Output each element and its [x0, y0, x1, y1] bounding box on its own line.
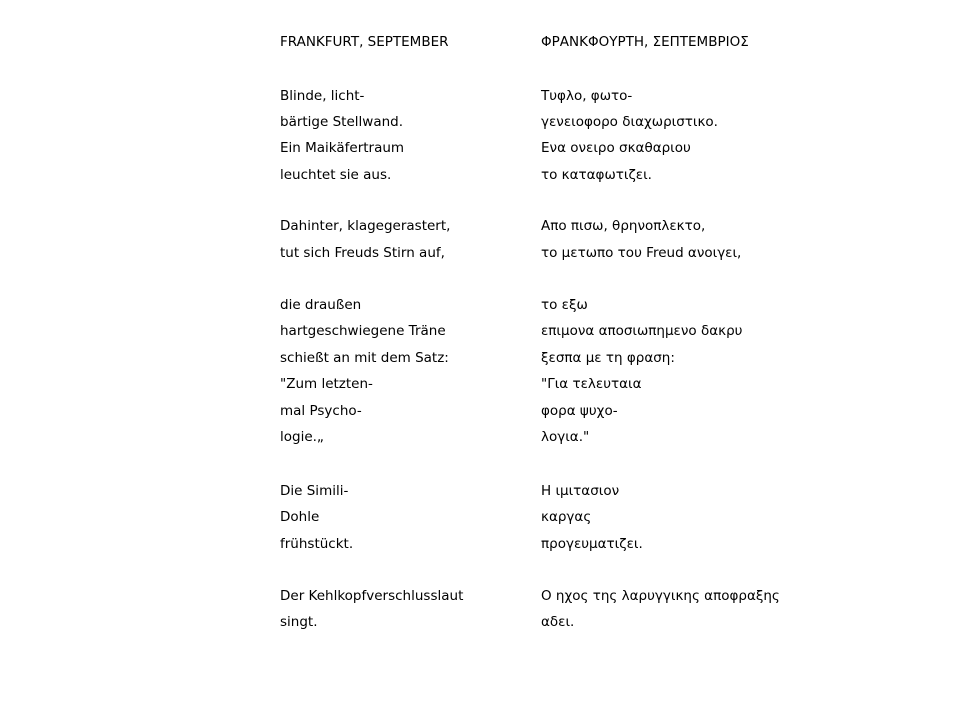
- german-line: schießt an mit dem Satz:: [280, 350, 449, 366]
- german-poem-title: FRANKFURT, SEPTEMBER: [280, 34, 449, 50]
- german-line: mal Psycho-: [280, 403, 362, 419]
- greek-line: Η ιμιτασιον: [541, 483, 620, 499]
- german-line: bärtige Stellwand.: [280, 114, 404, 130]
- greek-line: αδει.: [541, 614, 575, 630]
- greek-line: καργας: [541, 509, 592, 525]
- german-line: hartgeschwiegene Träne: [280, 323, 446, 339]
- greek-line: "Για τελευταια: [541, 376, 642, 392]
- greek-line: το μετωπο του Freud ανοιγει,: [541, 245, 742, 261]
- german-line: Blinde, licht-: [280, 88, 365, 104]
- greek-line: φορα ψυχο-: [541, 403, 618, 419]
- german-line: "Zum letzten-: [280, 376, 373, 392]
- german-line: Der Kehlkopfverschlusslaut: [280, 588, 464, 604]
- greek-line: επιμονα αποσιωπημενο δακρυ: [541, 323, 743, 339]
- german-line: singt.: [280, 614, 318, 630]
- greek-line: το καταφωτιζει.: [541, 167, 652, 183]
- greek-line: γενειοφορο διαχωριστικο.: [541, 114, 718, 130]
- greek-line: το εξω: [541, 297, 588, 313]
- greek-line: ξεσπα με τη φραση:: [541, 350, 675, 366]
- german-line: tut sich Freuds Stirn auf,: [280, 245, 445, 261]
- german-line: die draußen: [280, 297, 362, 313]
- german-line: Die Simili-: [280, 483, 349, 499]
- greek-line: Απο πισω, θρηνοπλεκτο,: [541, 218, 706, 234]
- greek-line: Τυφλο, φωτο-: [541, 88, 633, 104]
- german-line: leuchtet sie aus.: [280, 167, 392, 183]
- greek-line: προγευματιζει.: [541, 536, 643, 552]
- german-line: Dahinter, klagegerastert,: [280, 218, 451, 234]
- german-line: logie.„: [280, 429, 324, 445]
- greek-line: Ο ηχος της λαρυγγικης αποφραξης: [541, 588, 780, 604]
- german-line: frühstückt.: [280, 536, 354, 552]
- greek-line: λογια.": [541, 429, 590, 445]
- greek-poem-title: ΦΡΑΝΚΦΟΥΡΤΗ, ΣΕΠΤΕΜΒΡΙΟΣ: [541, 34, 749, 50]
- german-line: Ein Maikäfertraum: [280, 140, 405, 156]
- german-line: Dohle: [280, 509, 320, 525]
- greek-line: Ενα ονειρο σκαθαριου: [541, 140, 691, 156]
